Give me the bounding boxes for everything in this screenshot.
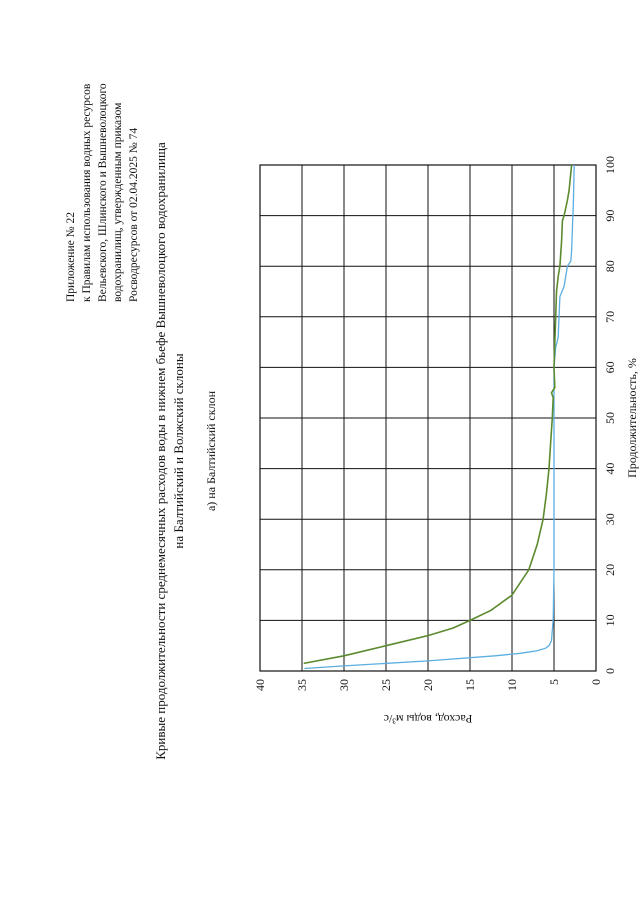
x-tick-label: 80 — [603, 260, 617, 273]
y-tick-label: 20 — [421, 679, 435, 691]
y-tick-label: 30 — [337, 679, 351, 691]
series-line-winter — [305, 165, 575, 669]
x-tick-label: 90 — [603, 209, 617, 222]
x-tick-label: 0 — [603, 668, 617, 674]
appendix-line: к Правилам использования водных ресурсов — [80, 83, 93, 302]
y-tick-label: 35 — [295, 679, 309, 691]
y-tick-label: 40 — [253, 679, 267, 691]
x-tick-label: 70 — [603, 310, 617, 323]
x-tick-label: 40 — [603, 462, 617, 475]
x-tick-label: 10 — [603, 614, 617, 627]
x-axis-title: Продолжительность, % — [625, 358, 639, 478]
x-tick-label: 20 — [603, 563, 617, 576]
chart-main-title-line1: Кривые продолжительности среднемесячных расходов воды в нижнем бьефе Вышневолоцкого водохранилища — [153, 142, 168, 760]
x-tick-label: 60 — [603, 361, 617, 374]
y-tick-label: 5 — [547, 679, 561, 685]
y-tick-label: 10 — [505, 679, 519, 691]
y-axis-title: Расход, воды м³/с — [383, 712, 473, 726]
x-tick-label: 50 — [603, 412, 617, 424]
appendix-line: Приложение № 22 — [65, 212, 77, 302]
appendix-line: водохранилищ, утвержденным приказом — [112, 102, 125, 302]
y-tick-label: 15 — [463, 679, 477, 691]
y-tick-label: 0 — [589, 679, 603, 685]
chart-main-title-line2: на Балтийский и Волжский склоны — [171, 353, 186, 549]
appendix-line: Вельевского, Шлинского и Вышневолоцкого — [96, 83, 109, 302]
appendix-line: Росводресурсов от 02.04.2025 № 74 — [128, 127, 141, 302]
chart-subtitle: а) на Балтийский склон — [204, 390, 218, 512]
y-tick-label: 25 — [379, 679, 393, 691]
x-tick-label: 100 — [603, 156, 617, 174]
x-tick-label: 30 — [603, 513, 617, 526]
